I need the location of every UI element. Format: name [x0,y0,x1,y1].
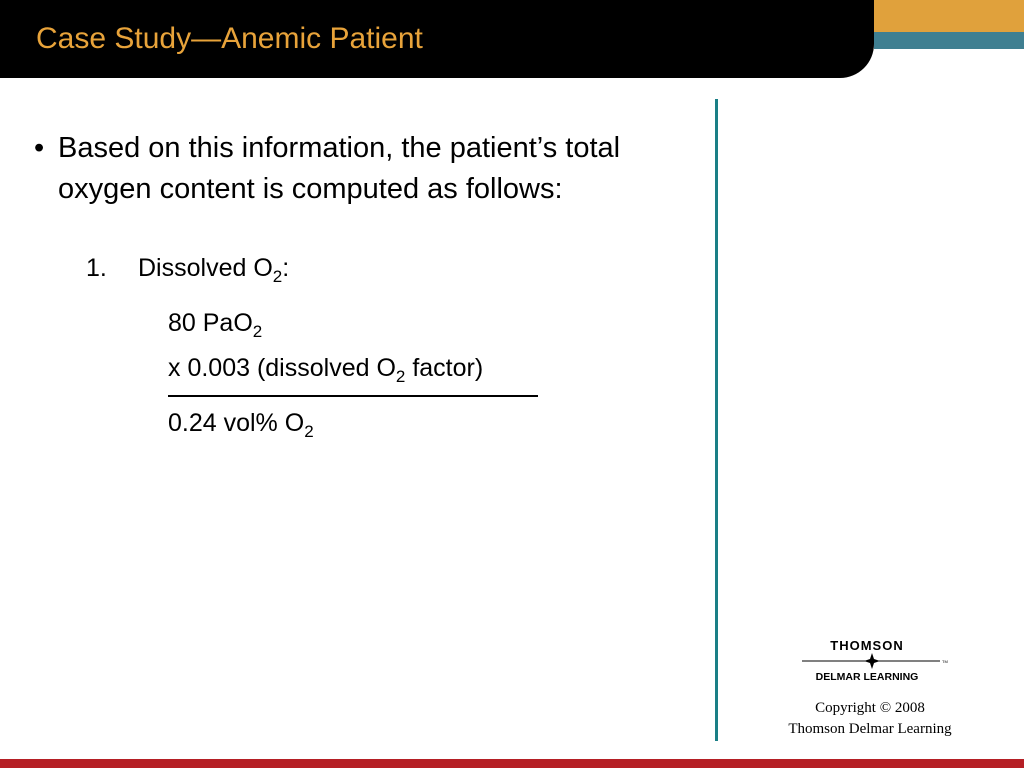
item-label-subscript: 2 [272,267,283,286]
item-number: 1. [86,254,107,282]
accent-stripe-teal [874,32,1024,49]
item-label-suffix: : [282,254,290,282]
bullet-point [34,128,674,210]
header-bar [0,0,874,78]
calc-line2-subscript: 2 [395,367,406,386]
calc-underline [168,395,538,397]
bullet-marker: • [34,132,45,164]
logo-top-text: THOMSON [830,638,904,653]
calc-line1-text: 80 PaO [168,309,253,337]
star-icon [864,653,880,669]
calc-result [168,409,314,441]
accent-stripe-orange [874,0,1024,32]
slide-title: Case Study—Anemic Patient [36,22,423,55]
item-label: Dissolved O [138,254,273,282]
calc-line2-text: x 0.003 (dissolved O [168,354,396,382]
logo-tm: TM [942,659,948,664]
bullet-text: Based on this information, the patient’s total oxygen content is computed as follows: [58,132,621,205]
copyright-notice [760,698,980,740]
thomson-delmar-logo [800,636,950,686]
calc-line-pao2 [168,309,263,341]
copyright-line1: Copyright © 2008 [815,700,925,716]
calc-line1-subscript: 2 [252,322,263,341]
calc-line2-suffix: factor) [405,354,484,382]
calc-result-subscript: 2 [304,422,314,441]
calc-line-factor [168,354,484,386]
footer-bar [0,759,1024,768]
copyright-line2: Thomson Delmar Learning [788,721,952,737]
calc-result-text: 0.24 vol% O [168,409,305,437]
logo-bottom-text: DELMAR LEARNING [815,671,919,683]
numbered-item [86,254,290,286]
vertical-divider [715,99,718,741]
